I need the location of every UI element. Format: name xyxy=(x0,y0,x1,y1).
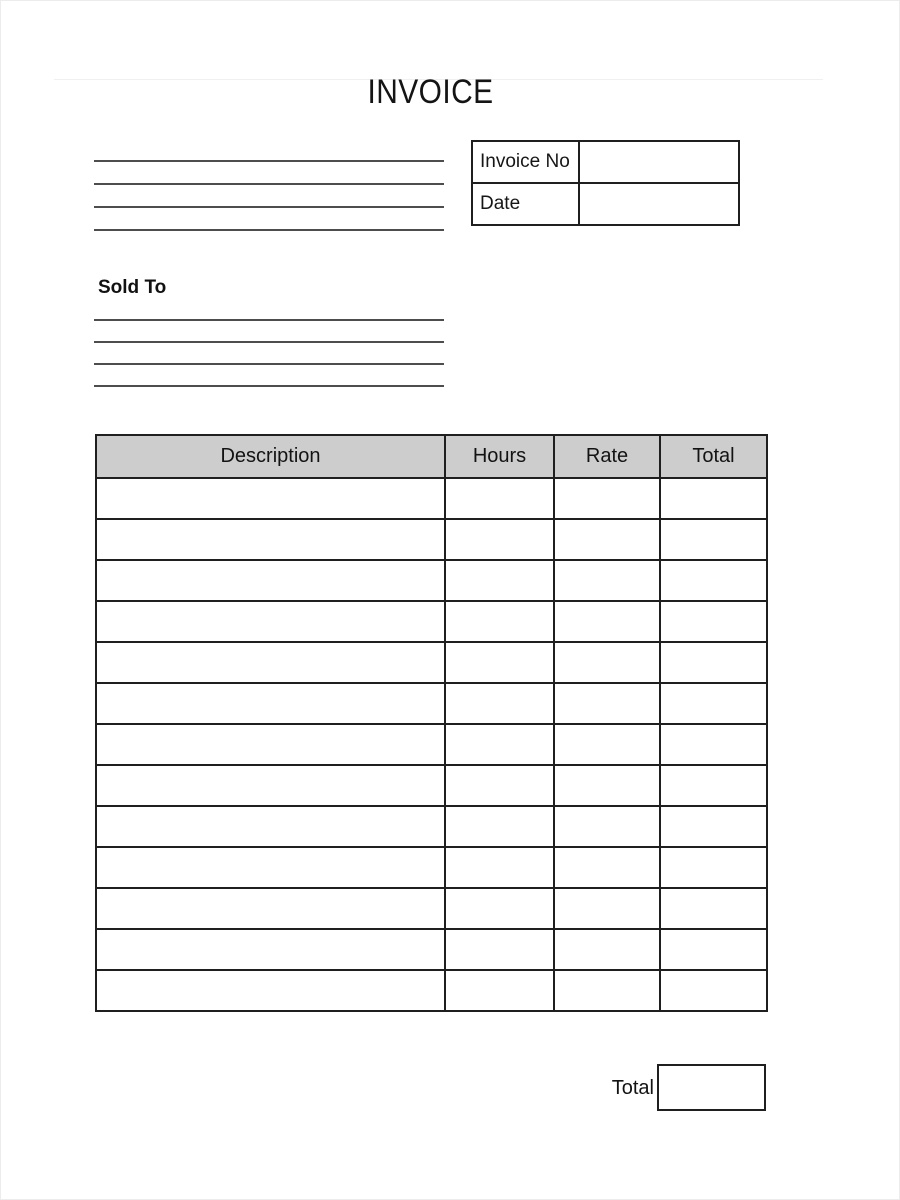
items-cell-hours[interactable] xyxy=(445,970,554,1011)
items-cell-total[interactable] xyxy=(660,806,767,847)
items-cell-total[interactable] xyxy=(660,642,767,683)
items-table-row xyxy=(96,970,767,1011)
column-header-hours: Hours xyxy=(445,435,554,478)
items-table-body xyxy=(96,478,767,1011)
items-table-row xyxy=(96,683,767,724)
items-cell-description[interactable] xyxy=(96,642,445,683)
items-cell-total[interactable] xyxy=(660,765,767,806)
column-header-rate: Rate xyxy=(554,435,660,478)
company-info-lines xyxy=(94,160,444,252)
items-cell-rate[interactable] xyxy=(554,519,660,560)
items-cell-hours[interactable] xyxy=(445,683,554,724)
items-cell-total[interactable] xyxy=(660,847,767,888)
items-cell-hours[interactable] xyxy=(445,642,554,683)
invoice-no-label: Invoice No xyxy=(472,141,579,183)
items-cell-rate[interactable] xyxy=(554,765,660,806)
blank-fill-line[interactable] xyxy=(94,319,444,321)
column-header-description: Description xyxy=(96,435,445,478)
date-row xyxy=(472,183,739,225)
items-cell-total[interactable] xyxy=(660,970,767,1011)
items-header-row xyxy=(96,435,767,478)
blank-fill-line[interactable] xyxy=(94,160,444,162)
date-value-cell[interactable] xyxy=(579,183,739,225)
date-label: Date xyxy=(472,183,579,225)
invoice-no-row xyxy=(472,141,739,183)
items-cell-total[interactable] xyxy=(660,724,767,765)
items-cell-description[interactable] xyxy=(96,847,445,888)
blank-fill-line[interactable] xyxy=(94,229,444,231)
items-cell-hours[interactable] xyxy=(445,601,554,642)
items-cell-description[interactable] xyxy=(96,806,445,847)
items-cell-rate[interactable] xyxy=(554,847,660,888)
grand-total-label: Total xyxy=(611,1077,654,1099)
sold-to-lines xyxy=(94,319,444,407)
items-table-row xyxy=(96,519,767,560)
items-cell-rate[interactable] xyxy=(554,724,660,765)
invoice-no-value-cell[interactable] xyxy=(579,141,739,183)
items-cell-total[interactable] xyxy=(660,601,767,642)
items-cell-hours[interactable] xyxy=(445,724,554,765)
items-cell-hours[interactable] xyxy=(445,806,554,847)
sold-to-label: Sold To xyxy=(98,277,167,298)
items-cell-hours[interactable] xyxy=(445,929,554,970)
items-cell-description[interactable] xyxy=(96,683,445,724)
items-cell-hours[interactable] xyxy=(445,519,554,560)
items-table-row xyxy=(96,929,767,970)
items-table-row xyxy=(96,642,767,683)
items-cell-description[interactable] xyxy=(96,519,445,560)
items-cell-rate[interactable] xyxy=(554,806,660,847)
items-cell-description[interactable] xyxy=(96,765,445,806)
page-title: INVOICE xyxy=(367,73,494,111)
items-cell-description[interactable] xyxy=(96,970,445,1011)
invoice-meta-table xyxy=(471,140,740,226)
items-table-row xyxy=(96,478,767,519)
items-cell-hours[interactable] xyxy=(445,478,554,519)
items-table-row xyxy=(96,724,767,765)
items-cell-rate[interactable] xyxy=(554,478,660,519)
items-table-row xyxy=(96,601,767,642)
items-cell-rate[interactable] xyxy=(554,683,660,724)
column-header-total: Total xyxy=(660,435,767,478)
items-cell-total[interactable] xyxy=(660,929,767,970)
items-table-row xyxy=(96,765,767,806)
items-cell-total[interactable] xyxy=(660,888,767,929)
items-cell-total[interactable] xyxy=(660,560,767,601)
blank-fill-line[interactable] xyxy=(94,363,444,365)
items-cell-description[interactable] xyxy=(96,560,445,601)
items-cell-description[interactable] xyxy=(96,929,445,970)
items-table-row xyxy=(96,888,767,929)
items-table-row xyxy=(96,847,767,888)
items-cell-description[interactable] xyxy=(96,601,445,642)
grand-total-value-box[interactable] xyxy=(657,1064,766,1111)
blank-fill-line[interactable] xyxy=(94,385,444,387)
items-cell-description[interactable] xyxy=(96,724,445,765)
items-cell-description[interactable] xyxy=(96,888,445,929)
items-cell-rate[interactable] xyxy=(554,642,660,683)
items-table-row xyxy=(96,560,767,601)
blank-fill-line[interactable] xyxy=(94,183,444,185)
items-table xyxy=(95,434,768,1012)
items-cell-hours[interactable] xyxy=(445,847,554,888)
items-cell-rate[interactable] xyxy=(554,888,660,929)
items-cell-hours[interactable] xyxy=(445,560,554,601)
items-cell-hours[interactable] xyxy=(445,888,554,929)
blank-fill-line[interactable] xyxy=(94,341,444,343)
items-table-row xyxy=(96,806,767,847)
items-cell-rate[interactable] xyxy=(554,560,660,601)
items-cell-rate[interactable] xyxy=(554,970,660,1011)
blank-fill-line[interactable] xyxy=(94,206,444,208)
grand-total-row xyxy=(444,1066,654,1111)
items-cell-total[interactable] xyxy=(660,519,767,560)
items-cell-total[interactable] xyxy=(660,683,767,724)
items-cell-description[interactable] xyxy=(96,478,445,519)
items-cell-rate[interactable] xyxy=(554,601,660,642)
items-cell-rate[interactable] xyxy=(554,929,660,970)
items-cell-hours[interactable] xyxy=(445,765,554,806)
items-cell-total[interactable] xyxy=(660,478,767,519)
